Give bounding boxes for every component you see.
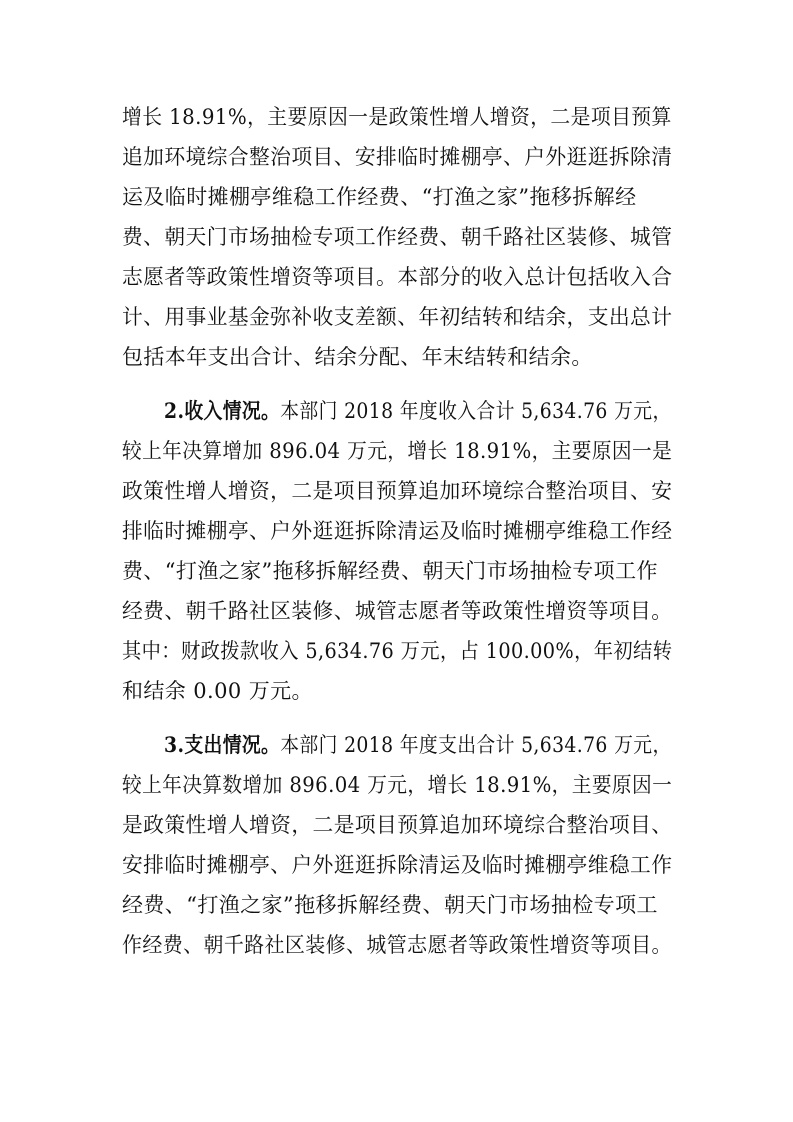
text-line: 经费、“打渔之家”拖移拆解经费、朝天门市场抽检专项工 [122, 893, 658, 917]
text-line: 安排临时摊棚亭、户外逛逛拆除清运及临时摊棚亭维稳工作 [122, 853, 673, 877]
text-line: 政策性增人增资，二是项目预算追加环境综合整治项目、安 [122, 479, 673, 503]
text-line: 排临时摊棚亭、户外逛逛拆除清运及临时摊棚亭维稳工作经 [122, 519, 673, 543]
text-span: 本部门 2018 年度支出合计 5,634.76 万元， [280, 733, 672, 757]
text-line: 较上年决算数增加 896.04 万元，增长 18.91%，主要原因一 [122, 773, 673, 797]
text-line: 运及临时摊棚亭维稳工作经费、“打渔之家”拖移拆解经 [122, 185, 637, 209]
paragraph-first-line [164, 732, 672, 758]
text-line: 计、用事业基金弥补收支差额、年初结转和结余，支出总计 [122, 305, 673, 329]
text-line: 增长 18.91%，主要原因一是政策性增人增资，二是项目预算 [122, 105, 672, 129]
text-line: 追加环境综合整治项目、安排临时摊棚亭、户外逛逛拆除清 [122, 145, 673, 169]
text-line: 作经费、朝千路社区装修、城管志愿者等政策性增资等项目。 [122, 933, 672, 957]
text-line: 是政策性增人增资，二是项目预算追加环境综合整治项目、 [122, 813, 673, 837]
text-line: 较上年决算增加 896.04 万元，增长 18.91%，主要原因一是 [122, 439, 673, 463]
text-line: 志愿者等政策性增资等项目。本部分的收入总计包括收入合 [122, 265, 673, 289]
text-line: 费、“打渔之家”拖移拆解经费、朝天门市场抽检专项工作 [122, 559, 658, 583]
text-line: 费、朝天门市场抽检专项工作经费、朝千路社区装修、城管 [122, 225, 673, 249]
text-line: 和结余 0.00 万元。 [122, 679, 313, 703]
paragraph-first-line [164, 398, 672, 424]
text-span: 本部门 2018 年度收入合计 5,634.76 万元， [280, 399, 672, 423]
text-line: 其中：财政拨款收入 5,634.76 万元，占 100.00%，年初结转 [122, 639, 673, 663]
text-line: 包括本年支出合计、结余分配、年末结转和结余。 [122, 345, 593, 369]
text-line: 经费、朝千路社区装修、城管志愿者等政策性增资等项目。 [122, 599, 673, 623]
section-heading-expenditure: 3.支出情况。 [164, 732, 281, 757]
section-heading-income: 2.收入情况。 [164, 398, 281, 423]
